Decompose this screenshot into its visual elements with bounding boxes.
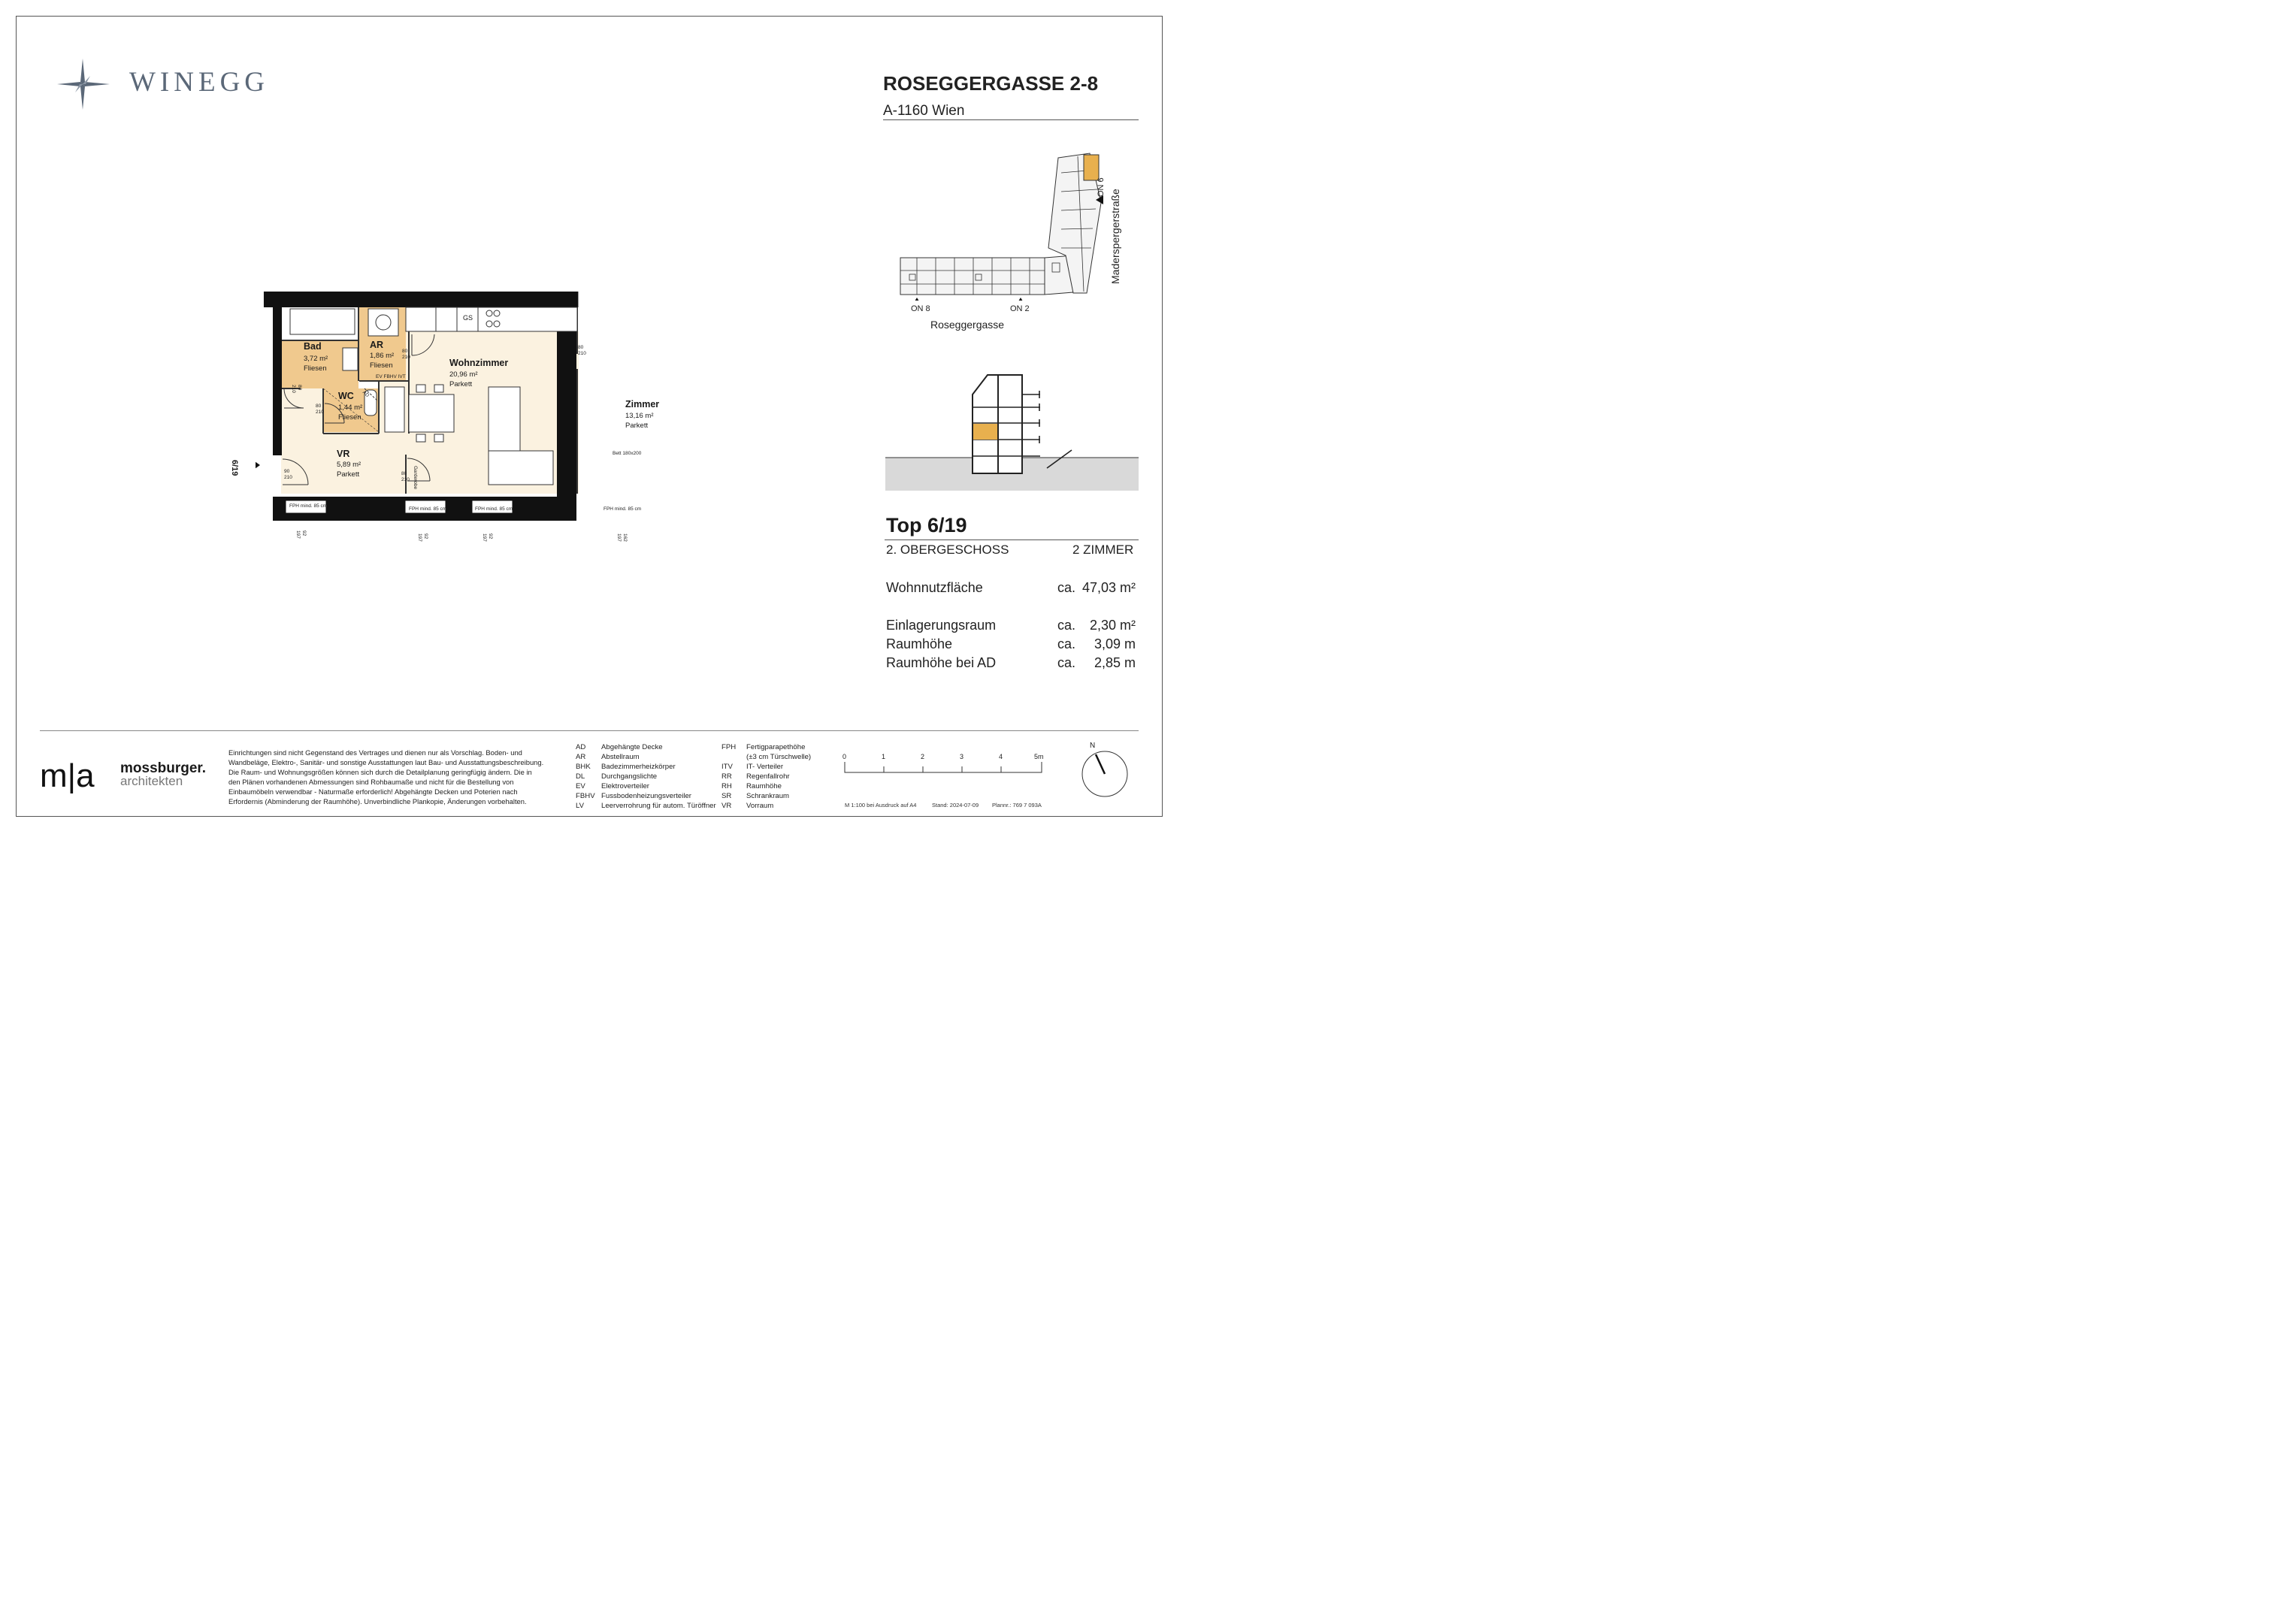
detail-label: Raumhöhe bei AD — [886, 655, 997, 670]
room-name-vr: VR — [337, 449, 350, 459]
room-floor-wohnzimmer: Parkett — [449, 380, 473, 388]
garderobe-label: Garderobe — [413, 466, 418, 490]
door-dimension: 80 210 — [291, 385, 302, 393]
north-arrow-icon — [1079, 747, 1130, 798]
window-dimension: 92 197 — [482, 533, 493, 542]
detail-ca: ca. — [1057, 580, 1076, 595]
street-east-label: Maderspergerstraße — [1109, 189, 1121, 284]
entrance-on6-label: ON 6 — [1097, 177, 1106, 197]
room-area-bad: 3,72 m² — [304, 355, 328, 363]
door-dimension: 80 210 — [316, 403, 324, 415]
fph-label: FPH mind. 85 cm — [289, 503, 328, 509]
address-city: A-1160 Wien — [883, 103, 965, 119]
abbreviation-value: Vorraum — [746, 802, 774, 810]
room-name-wc: WC — [338, 391, 354, 401]
scale-label: 1 — [882, 753, 886, 760]
abbreviation-key: SR — [721, 792, 732, 800]
detail-value: 47,03 m² — [1081, 580, 1136, 595]
door-dimension: 80 210 — [402, 349, 410, 360]
brand-name: WINEGG — [129, 67, 270, 98]
door-dimension: 80 210 — [578, 345, 586, 356]
detail-ca: ca. — [1057, 636, 1076, 651]
compass-star-logo-icon — [56, 57, 111, 111]
plan-date: Stand: 2024-07-09 — [932, 802, 979, 808]
abbreviation-key: FPH — [721, 743, 737, 751]
room-floor-bad: Fliesen — [304, 364, 327, 373]
abbreviation-value: Regenfallrohr — [746, 772, 790, 781]
room-name-zimmer: Zimmer — [625, 399, 660, 410]
divider — [40, 730, 1139, 731]
fph-label: FPH mind. 85 cm — [409, 506, 447, 512]
fph-label: FPH mind. 85 cm — [475, 506, 513, 512]
detail-ca: ca. — [1057, 655, 1076, 670]
address-street: ROSEGGERGASSE 2-8 — [883, 72, 1099, 95]
detail-ca: ca. — [1057, 618, 1076, 633]
abbreviation-value: Fertigparapethöhe — [746, 743, 806, 751]
abbreviation-key: ITV — [721, 763, 733, 771]
abbreviation-key: AD — [576, 743, 586, 751]
abbreviation-value: Abgehängte Decke — [601, 743, 663, 751]
entrance-on2-label: ON 2 — [1010, 304, 1030, 313]
divider — [885, 539, 1139, 540]
unit-marker-label: 6/19 — [230, 460, 239, 476]
entrance-on8-label: ON 8 — [911, 304, 930, 313]
abbreviation-key: RH — [721, 782, 732, 790]
abbreviation-value: Badezimmerheizkörper — [601, 763, 676, 771]
window-dimension: 92 197 — [417, 533, 428, 542]
abbreviation-value: Abstellraum — [601, 753, 640, 761]
scale-note: M 1:100 bei Ausdruck auf A4 — [845, 802, 917, 808]
room-area-ar: 1,86 m² — [370, 352, 395, 360]
architect-subtitle: architekten — [120, 774, 183, 788]
abbreviation-value: IT- Verteiler — [746, 763, 784, 771]
abbreviation-key: FBHV — [576, 792, 595, 800]
abbreviation-key: VR — [721, 802, 732, 810]
abbreviation-key: DL — [576, 772, 585, 781]
room-floor-vr: Parkett — [337, 470, 360, 479]
room-floor-zimmer: Parkett — [625, 422, 649, 430]
abbreviation-key: EV — [576, 782, 585, 790]
room-area-vr: 5,89 m² — [337, 461, 361, 469]
abbreviation-key: LV — [576, 802, 585, 810]
room-area-zimmer: 13,16 m² — [625, 412, 654, 420]
room-name-wohnzimmer: Wohnzimmer — [449, 358, 509, 368]
room-area-wohnzimmer: 20,96 m² — [449, 370, 478, 379]
abbreviation-value: Schrankraum — [746, 792, 790, 800]
detail-label: Wohnnutzfläche — [886, 580, 983, 595]
scale-label: 0 — [842, 753, 847, 760]
scale-label: 2 — [921, 753, 925, 760]
room-floor-wc: Fliesen — [338, 413, 361, 422]
room-floor-ar: Fliesen — [370, 361, 393, 370]
unit-highlight — [1084, 155, 1099, 180]
north-label: N — [1090, 742, 1096, 750]
abbreviation-value: Durchgangslichte — [601, 772, 658, 781]
street-south-label: Roseggergasse — [930, 319, 1005, 331]
detail-value: 3,09 m — [1094, 636, 1136, 651]
gas-meter-label: GS — [463, 314, 473, 322]
detail-value: 2,85 m — [1094, 655, 1136, 670]
site-plan — [894, 150, 1120, 301]
room-area-wc: 1,44 m² — [338, 403, 363, 412]
scale-label: 4 — [999, 753, 1003, 760]
scale-bar — [840, 760, 1051, 775]
room-name-ar: AR — [370, 340, 384, 350]
window-dimension: 162 197 — [616, 533, 628, 542]
abbreviation-key: BHK — [576, 763, 591, 771]
abbreviation-value: (±3 cm Türschwelle) — [746, 753, 812, 761]
scale-label: 5m — [1034, 753, 1044, 760]
detail-label: Einlagerungsraum — [886, 618, 997, 633]
unit-room-count: 2 ZIMMER — [1072, 543, 1134, 557]
building-section — [885, 372, 1141, 496]
ceiling-ad-label: AD — [361, 389, 371, 399]
plan-number: Plannr.: 769 7 093A — [992, 802, 1042, 808]
fph-label: FPH mind. 85 cm — [603, 506, 642, 512]
abbreviation-value: Fussbodenheizungsverteiler — [601, 792, 691, 800]
window-dimension: 92 197 — [295, 530, 307, 539]
unit-floor: 2. OBERGESCHOSS — [886, 543, 1009, 557]
bed-size-label: Bett 180x200 — [613, 451, 642, 456]
abbreviation-key: RR — [721, 772, 732, 781]
divider — [883, 119, 1139, 120]
abbreviation-value: Raumhöhe — [746, 782, 782, 790]
door-dimension: 90 210 — [284, 469, 292, 480]
architect-name: mossburger. — [120, 760, 207, 776]
unit-section-highlight — [973, 424, 997, 440]
abbreviation-key: AR — [576, 753, 586, 761]
room-name-bad: Bad — [304, 341, 322, 352]
scale-label: 3 — [960, 753, 964, 760]
unit-title: Top 6/19 — [886, 514, 967, 536]
architect-logo: m|a — [40, 757, 95, 794]
detail-label: Raumhöhe — [886, 636, 953, 651]
disclaimer-text: Einrichtungen sind nicht Gegenstand des Vertrages und dienen nur als Vorschlag. Boden- und Wandbeläge, Elektro-, Sanitär- und sonstige Ausstattungen laut Bau- und Ausstattungsbeschreibung. Die Raum- und Wohnungsgrößen können sich durch die Detailplanung geringfügig ändern. Die in den Plänen vorhandenen Abmessungen sind Rohbaumaße und nicht für die Bestellung von Einbaumöbeln verwendbar - Naturmaße erforderlich! Abgehängte Decken und Poterien nach Erfordernis (Abminderung der Raumhöhe). Unverbindliche Plankopie, Änderungen vorbehalten. — [228, 748, 544, 805]
detail-value: 2,30 m² — [1089, 618, 1136, 633]
abbreviation-value: Elektroverteiler — [601, 782, 649, 790]
door-dimension: 80 210 — [401, 471, 410, 482]
distribution-label: EV FBHV IVT — [376, 374, 406, 379]
abbreviation-value: Leerverrohrung für autom. Türöffner — [601, 802, 716, 810]
